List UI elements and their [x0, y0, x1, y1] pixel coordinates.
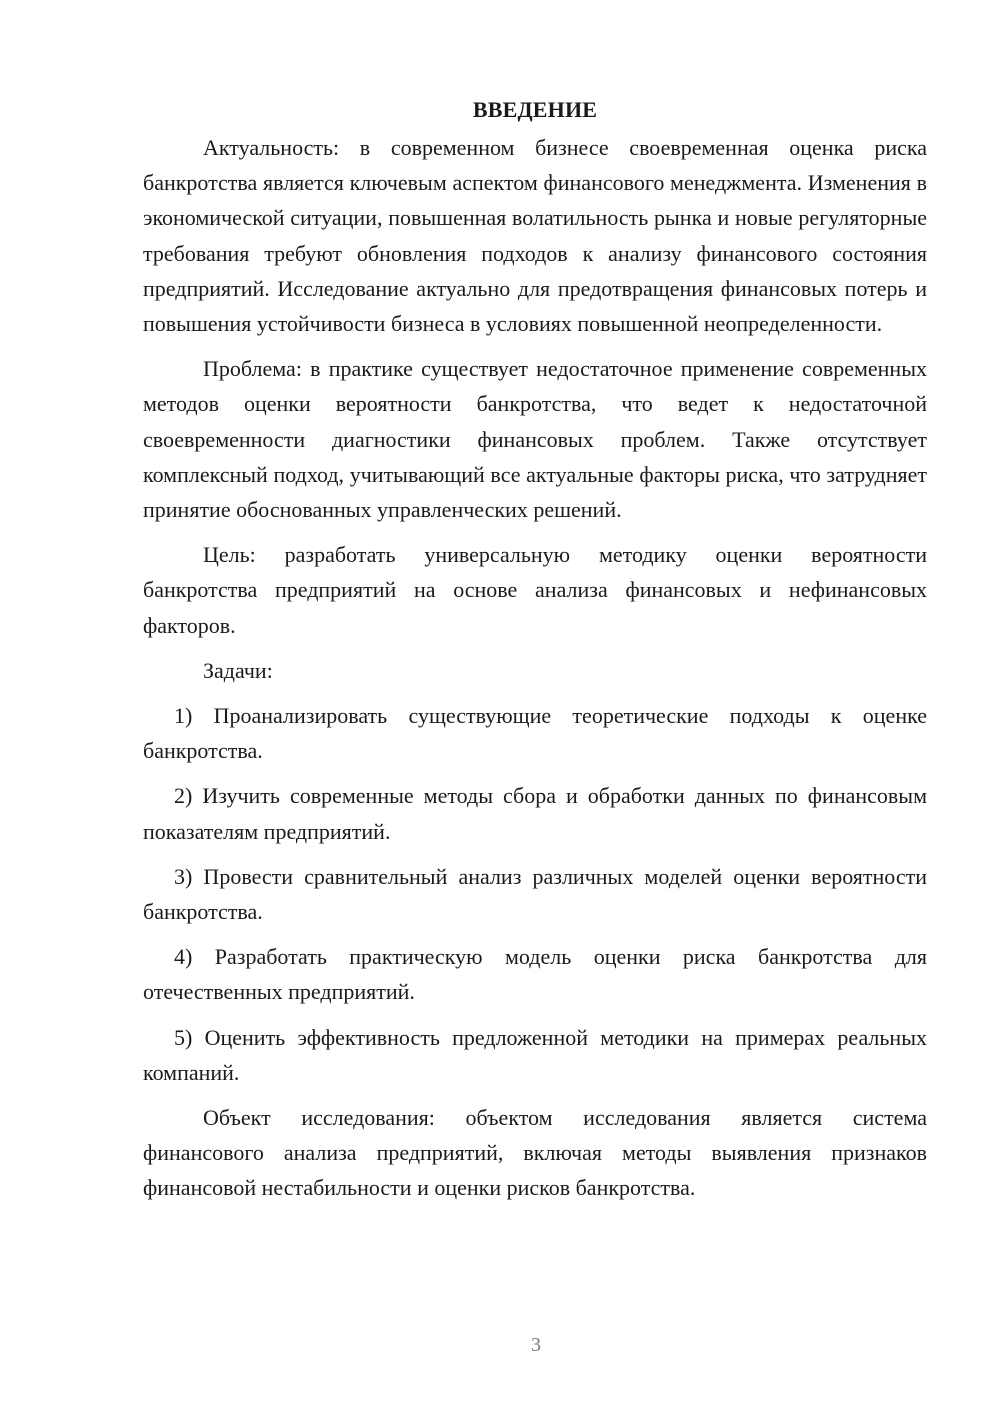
section-heading: ВВЕДЕНИЕ [472, 97, 598, 122]
goal-paragraph: Цель: разработать универсальную методику оценки вероятности банкротства предприятий на основе анализа финансовых и нефинансовых факторов. [143, 542, 927, 638]
page-number: 3 [531, 1334, 541, 1356]
relevance-paragraph: Актуальность: в современном бизнесе своевременная оценка риска банкротства является ключевым аспектом финансового менеджмента. Изменения в экономической ситуации, повышенная волатильность рынка и новые регуляторные требования требуют обновления подходов к анализу финансового состояния предприятий. Исследование актуально для предотвращения финансовых потерь и повышения устойчивости бизнеса в условиях повышенной неопределенности. [143, 135, 927, 337]
task-item: 2) Изучить современные методы сбора и обработки данных по финансовым показателям предприятий. [143, 783, 927, 844]
research-object-paragraph: Объект исследования: объектом исследования является система финансового анализа предприятий, включая методы выявления признаков финансовой нестабильности и оценки рисков банкротства. [143, 1105, 927, 1201]
task-item: 4) Разработать практическую модель оценки риска банкротства для отечественных предприятий. [143, 944, 927, 1005]
problem-paragraph: Проблема: в практике существует недостаточное применение современных методов оценки вероятности банкротства, что ведет к недостаточной своевременности диагностики финансовых проблем. Также отсутствует комплексный подход, учитывающий все актуальные факторы риска, что затрудняет принятие обоснованных управленческих решений. [143, 356, 927, 523]
task-item: 5) Оценить эффективность предложенной методики на примерах реальных компаний. [143, 1024, 927, 1085]
task-item: 1) Проанализировать существующие теоретические подходы к оценке банкротства. [143, 703, 927, 764]
tasks-label: Задачи: [203, 657, 273, 683]
task-item: 3) Провести сравнительный анализ различных моделей оценки вероятности банкротства. [143, 863, 927, 925]
document-page [143, 92, 927, 1216]
